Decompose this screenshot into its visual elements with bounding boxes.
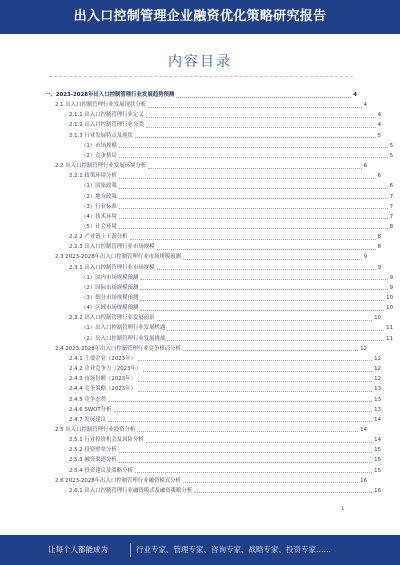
toc-entry-page: 14 (374, 437, 381, 444)
toc-entry-page: 16 (360, 477, 367, 484)
toc-entry[interactable] (45, 242, 381, 252)
toc-entry[interactable] (45, 202, 393, 212)
toc-leader-dots (140, 310, 384, 311)
toc-entry-text: （2）国际市场规模预测 (81, 284, 139, 291)
toc-leader-dots (157, 249, 376, 250)
toc-entry[interactable] (45, 344, 367, 354)
toc-entry-text: （1）国家政策 (81, 183, 117, 190)
toc-leader-dots (167, 340, 384, 341)
table-of-contents (45, 90, 393, 495)
toc-entry-page: 7 (389, 213, 393, 220)
toc-leader-dots (140, 300, 384, 301)
toc-entry[interactable] (45, 273, 393, 283)
toc-entry-page: 5 (377, 132, 381, 139)
toc-leader-dots (119, 178, 376, 179)
toc-entry[interactable] (45, 283, 393, 293)
toc-entry-page: 6 (389, 183, 393, 190)
toc-entry-page: 13 (374, 406, 381, 413)
toc-entry[interactable] (45, 364, 381, 374)
toc-entry[interactable] (45, 445, 381, 455)
toc-entry-page: 5 (389, 152, 393, 159)
toc-entry-text: 2.2 出入口控制管理行业发展环境分析 (55, 163, 147, 170)
footer-tagline: 行业专家、管理专家、咨询专家、战略专家、投资专家…… (136, 545, 331, 554)
toc-entry-text: （5）社会环境 (81, 223, 117, 230)
toc-entry[interactable] (45, 131, 381, 141)
toc-leader-dots (183, 350, 358, 351)
toc-heading: 内容目录 (168, 54, 232, 70)
toc-entry-text: 2.2.1 政策环境分析 (69, 173, 117, 180)
toc-leader-dots (119, 147, 388, 148)
toc-entry-page: 15 (374, 467, 381, 474)
toc-leader-dots (138, 391, 372, 392)
toc-entry-text: 2.1.1 出入口控制管理行业定义 (69, 112, 144, 119)
toc-entry-text: 2.4.1 主要企业（2023年） (69, 355, 136, 362)
toc-entry[interactable] (45, 263, 381, 273)
toc-entry-page: 8 (377, 244, 381, 251)
toc-entry[interactable] (45, 303, 393, 313)
toc-entry-page: 12 (374, 376, 381, 383)
page-number: 1 (341, 506, 345, 512)
toc-entry-text: 2.3.1 出入口控制管理行业市场规模 (69, 264, 155, 271)
toc-entry-text: 2.4.3 市场份额（2023年） (69, 376, 136, 383)
toc-entry-page: 7 (389, 203, 393, 210)
toc-leader-dots (119, 188, 388, 189)
toc-entry-page: 8 (389, 223, 393, 230)
toc-entry-text: 2.6 2023-2028年出入口控制管理行业融资模式分析 (55, 477, 181, 484)
toc-leader-dots (194, 492, 372, 493)
toc-entry-page: 15 (374, 457, 381, 464)
toc-entry-page: 12 (374, 355, 381, 362)
toc-leader-dots (146, 127, 376, 128)
toc-entry-page: 10 (386, 305, 393, 312)
toc-leader-dots (119, 198, 388, 199)
toc-leader-dots (135, 137, 376, 138)
toc-entry-text: 2.5.3 融资渠道分析 (69, 457, 117, 464)
toc-leader-dots (138, 381, 372, 382)
toc-leader-dots (130, 239, 376, 240)
toc-leader-dots (119, 452, 372, 453)
toc-entry-text: （1）市场规模 (81, 142, 117, 149)
toc-leader-dots (167, 330, 384, 331)
toc-entry-text: 2.3.2 出入口控制管理行业发展前景 (69, 315, 155, 322)
toc-entry-text: 2.3 2023-2028年出入口控制管理行业市场规模预测 (55, 254, 181, 261)
toc-leader-dots (119, 462, 372, 463)
toc-entry[interactable] (45, 425, 367, 435)
toc-leader-dots (148, 168, 361, 169)
footer-slogan: 让每个人都能成为 (48, 545, 108, 554)
toc-entry-text: 2.2.3 出入口控制管理行业市场规模 (69, 244, 155, 251)
toc-entry[interactable] (45, 323, 393, 333)
toc-leader-dots (183, 259, 362, 260)
toc-entry-text: 2.1 出入口控制管理行业发展现状分析 (55, 102, 147, 109)
toc-entry-page: 4 (377, 112, 381, 119)
toc-entry-page: 16 (374, 487, 381, 494)
toc-leader-dots (114, 411, 373, 412)
toc-leader-dots (157, 269, 376, 270)
toc-entry[interactable] (45, 334, 393, 344)
toc-leader-dots (176, 97, 351, 98)
toc-entry[interactable] (45, 222, 393, 232)
footer-divider (130, 543, 131, 557)
toc-entry-page: 9 (363, 254, 367, 261)
toc-entry-page: 7 (389, 193, 393, 200)
toc-entry-page: 11 (386, 325, 393, 332)
toc-entry[interactable] (45, 405, 381, 415)
header-bar (0, 0, 400, 34)
toc-entry-text: （2）竞争格局 (81, 152, 117, 159)
toc-entry[interactable] (45, 455, 381, 465)
toc-entry-text: （3）细分市场规模预测 (81, 295, 139, 301)
toc-entry-text: （1）国内市场规模预测 (81, 274, 139, 281)
toc-entry[interactable] (45, 384, 381, 394)
toc-entry-page: 4 (363, 102, 367, 109)
toc-entry-page: 14 (374, 416, 381, 423)
toc-entry-page: 9 (377, 264, 381, 271)
toc-entry-text: 2.5.4 投资建议及策略分析 (69, 467, 133, 474)
toc-entry-page: 6 (377, 173, 381, 180)
toc-leader-dots (108, 401, 372, 402)
toc-entry[interactable] (45, 232, 381, 242)
toc-entry-text: 2.4 2023-2028年出入口控制管理行业竞争格局分析 (55, 345, 181, 352)
toc-entry-text: 2.4.2 企业竞争力（2023年） (69, 366, 142, 373)
toc-entry-text: （1）出入口控制管理行业发展机遇 (81, 325, 166, 332)
toc-entry-page: 14 (360, 426, 367, 433)
toc-entry-text: 2.4.7 发展建议 (69, 416, 106, 423)
toc-entry[interactable] (45, 90, 357, 100)
toc-entry-text: （4）技术环境 (81, 213, 117, 220)
toc-entry-text: （4）区域市场规模预测 (81, 305, 139, 312)
toc-entry[interactable] (45, 171, 381, 181)
toc-entry-text: 2.6.1 出入口控制管理行业融资模式及融资策略分析 (69, 487, 193, 494)
toc-entry[interactable] (45, 415, 381, 425)
footer-bar (0, 535, 400, 565)
toc-leader-dots (138, 360, 372, 361)
toc-entry[interactable] (45, 212, 393, 222)
toc-entry-text: 2.4.5 竞争态势 (69, 396, 106, 403)
toc-entry-page: 12 (374, 366, 381, 373)
toc-entry-text: 2.1.2 出入口控制管理行业分类 (69, 122, 144, 129)
toc-entry-text: （2）出入口控制管理行业发展挑战 (81, 335, 166, 342)
toc-entry-text: 2.2.2 产业链上下游分析 (69, 234, 128, 241)
toc-leader-dots (140, 289, 387, 290)
toc-leader-dots (146, 442, 372, 443)
toc-divider (49, 76, 353, 77)
toc-entry-text: 2.5 出入口控制管理行业投资分析 (55, 426, 136, 433)
toc-entry-page: 8 (377, 234, 381, 241)
toc-entry-page: 13 (374, 396, 381, 403)
toc-entry-text: 2.1.3 行业发展特点及现状 (69, 132, 133, 139)
toc-entry[interactable] (45, 476, 367, 486)
toc-leader-dots (137, 431, 358, 432)
toc-entry-page: 13 (374, 386, 381, 393)
toc-entry[interactable] (45, 395, 381, 405)
toc-leader-dots (119, 218, 388, 219)
toc-entry-text: 2.5.2 投资壁垒分析 (69, 447, 117, 454)
toc-leader-dots (119, 157, 388, 158)
toc-entry-text: （3）行业标准 (81, 203, 117, 210)
toc-entry[interactable] (45, 374, 381, 384)
toc-entry[interactable] (45, 313, 381, 323)
toc-leader-dots (157, 320, 373, 321)
toc-entry[interactable] (45, 486, 381, 496)
toc-entry[interactable] (45, 192, 393, 202)
toc-leader-dots (135, 472, 372, 473)
toc-entry-page: 11 (386, 335, 393, 342)
toc-entry-text: （2）地方政策 (81, 193, 117, 200)
toc-entry[interactable] (45, 252, 367, 262)
toc-entry-text: 一、2023-2028年出入口控制管理行业发展趋势预测 (45, 92, 175, 98)
toc-entry-text: 2.4.6 SWOT分析 (69, 406, 112, 413)
report-title: 出入口控制管理企业融资优化策略研究报告 (73, 9, 327, 24)
toc-entry-page: 4 (353, 92, 357, 98)
toc-entry-page: 4 (377, 122, 381, 129)
toc-entry-page: 10 (374, 315, 381, 322)
toc-leader-dots (140, 279, 387, 280)
toc-entry[interactable] (45, 110, 381, 120)
toc-entry[interactable] (45, 293, 393, 303)
toc-leader-dots (119, 208, 388, 209)
toc-entry-text: 2.5.1 行业投资机会及风险分析 (69, 437, 144, 444)
toc-entry-page: 10 (386, 295, 393, 301)
toc-entry[interactable] (45, 354, 381, 364)
toc-entry[interactable] (45, 181, 393, 191)
toc-leader-dots (183, 482, 358, 483)
toc-leader-dots (148, 107, 361, 108)
toc-entry[interactable] (45, 151, 393, 161)
toc-leader-dots (143, 371, 372, 372)
toc-entry-page: 5 (389, 142, 393, 149)
toc-entry[interactable] (45, 161, 367, 171)
toc-entry-text: 2.4.4 竞争策略（2023年） (69, 386, 136, 393)
toc-entry[interactable] (45, 141, 393, 151)
toc-leader-dots (146, 117, 376, 118)
toc-leader-dots (119, 228, 388, 229)
toc-entry-page: 9 (389, 274, 393, 281)
toc-entry-page: 15 (374, 447, 381, 454)
toc-entry[interactable] (45, 466, 381, 476)
toc-entry-page: 12 (360, 345, 367, 352)
toc-entry[interactable] (45, 435, 381, 445)
toc-entry-page: 6 (363, 163, 367, 170)
toc-entry-page: 9 (389, 284, 393, 291)
toc-entry[interactable] (45, 120, 381, 130)
toc-leader-dots (108, 421, 372, 422)
toc-entry[interactable] (45, 100, 367, 110)
